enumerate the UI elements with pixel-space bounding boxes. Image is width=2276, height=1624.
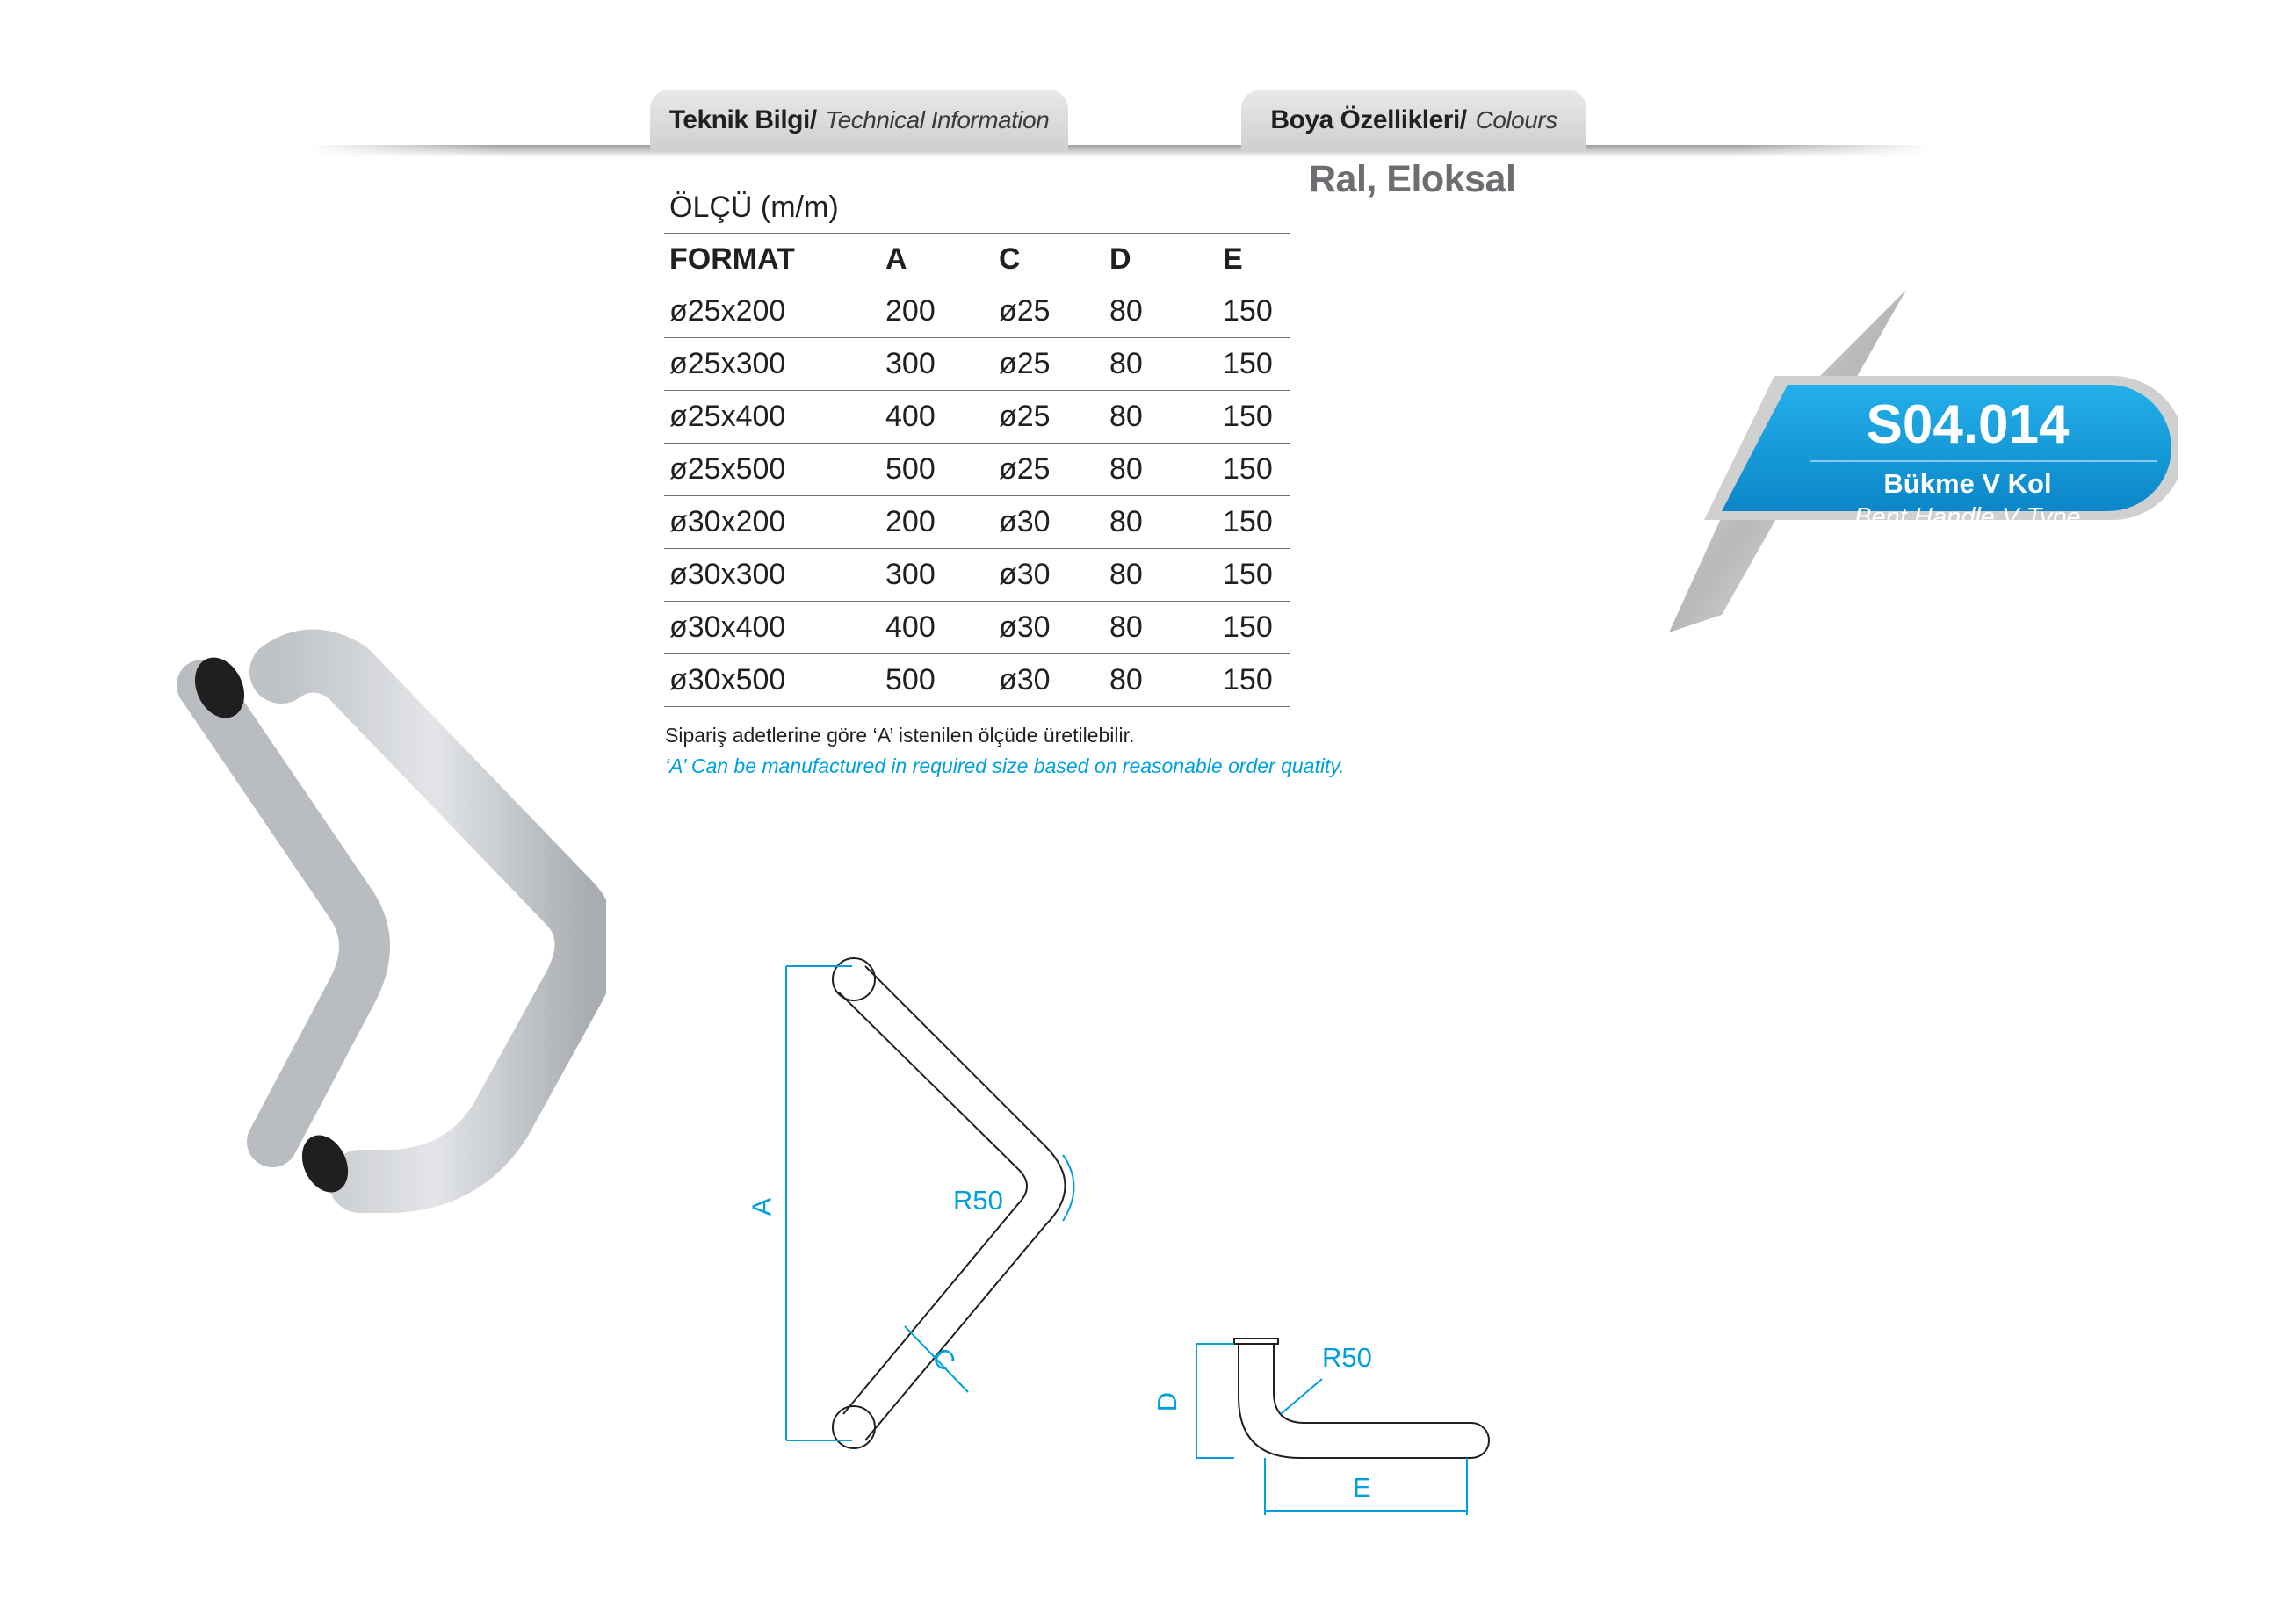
table-cell: 200 <box>880 285 993 338</box>
table-cell: ø25 <box>993 391 1104 444</box>
header-rule <box>307 145 1933 157</box>
table-cell: 150 <box>1217 391 1290 444</box>
table-cell: ø25x300 <box>664 338 880 391</box>
tab-technical-tr: Teknik Bilgi/ <box>668 105 817 134</box>
column-header: D <box>1104 234 1217 285</box>
table-cell: 80 <box>1104 602 1217 654</box>
product-name-tr: Bükme V Kol <box>1883 468 2052 499</box>
table-cell: 80 <box>1104 549 1217 602</box>
table-cell: ø25 <box>993 285 1104 338</box>
order-note-en: ‘A’ Can be manufactured in required size based on reasonable order quatity. <box>665 754 1345 777</box>
table-row <box>664 654 1290 707</box>
table-cell: 80 <box>1104 391 1217 444</box>
column-header: A <box>880 234 993 285</box>
table-cell: ø30 <box>993 549 1104 602</box>
table-header-row <box>664 234 1290 285</box>
table-cell: 400 <box>880 391 993 444</box>
product-code: S04.014 <box>1866 394 2070 455</box>
tab-colours-tr: Boya Özellikleri/ <box>1270 105 1467 134</box>
table-row <box>664 496 1290 549</box>
tab-technical-en: Technical Information <box>825 106 1050 134</box>
product-name-en: Bent Handle V Type <box>1854 503 2081 531</box>
table-caption: ÖLÇÜ (m/m) <box>669 191 839 224</box>
table-cell: 300 <box>880 549 993 602</box>
tube-end-top <box>833 958 875 1000</box>
table-cell: 400 <box>880 602 993 654</box>
table-cell: ø30 <box>993 602 1104 654</box>
dim-d-label: D <box>1152 1391 1183 1412</box>
column-header: E <box>1217 234 1290 285</box>
table-cell: 150 <box>1217 444 1290 496</box>
tab-colours-en: Colours <box>1475 106 1557 134</box>
dim-c-label: C <box>926 1341 962 1377</box>
table-cell: 500 <box>880 444 993 496</box>
table-cell: 80 <box>1104 338 1217 391</box>
table-cell: 200 <box>880 496 993 549</box>
side-tube-end <box>1471 1423 1489 1458</box>
table-cell: 150 <box>1217 549 1290 602</box>
table-row <box>664 391 1290 444</box>
table-cell: 80 <box>1104 496 1217 549</box>
table-cell: 500 <box>880 654 993 707</box>
table-cell: ø25 <box>993 338 1104 391</box>
product-photo <box>149 615 606 1247</box>
dim-r50-label-side: R50 <box>1322 1342 1372 1373</box>
column-header: C <box>993 234 1104 285</box>
order-note-tr: Sipariş adetlerine göre ‘A’ istenilen ölçüde üretilebilir. <box>665 724 1135 747</box>
table-cell: 80 <box>1104 654 1217 707</box>
table-cell: ø25x500 <box>664 444 880 496</box>
table-row <box>664 602 1290 654</box>
table-cell: ø30x300 <box>664 549 880 602</box>
table-cell: 80 <box>1104 285 1217 338</box>
table-cell: 150 <box>1217 285 1290 338</box>
dim-e-label: E <box>1353 1472 1371 1503</box>
table-cell: 300 <box>880 338 993 391</box>
table-cell: ø25x400 <box>664 391 880 444</box>
tube-end-bottom <box>833 1406 875 1448</box>
table-cell: 80 <box>1104 444 1217 496</box>
table-cell: ø30x500 <box>664 654 880 707</box>
table-row <box>664 338 1290 391</box>
table-row <box>664 549 1290 602</box>
table-cell: 150 <box>1217 338 1290 391</box>
handle-front-rail <box>281 661 587 1182</box>
tab-technical-information <box>650 90 1068 151</box>
table-cell: ø25x200 <box>664 285 880 338</box>
table-cell: ø25 <box>993 444 1104 496</box>
side-mount-plate <box>1234 1339 1278 1344</box>
spec-table <box>664 233 1290 707</box>
table-row <box>664 285 1290 338</box>
side-tube-inner <box>1274 1344 1471 1423</box>
table-cell: ø30x400 <box>664 602 880 654</box>
dim-r50-label-front: R50 <box>953 1185 1003 1216</box>
dim-a-label: A <box>746 1197 777 1216</box>
table-cell: ø30 <box>993 654 1104 707</box>
table-cell: ø30 <box>993 496 1104 549</box>
table-cell: 150 <box>1217 602 1290 654</box>
handle-back-rail <box>202 685 365 1142</box>
dim-r50-leader <box>1281 1379 1322 1414</box>
table-row <box>664 444 1290 496</box>
front-view-drawing <box>738 931 1107 1476</box>
tab-colours <box>1241 90 1586 151</box>
table-cell: ø30x200 <box>664 496 880 549</box>
colours-value: Ral, Eloksal <box>1309 158 1516 200</box>
table-cell: 150 <box>1217 496 1290 549</box>
product-badge <box>1669 290 2178 641</box>
column-header: FORMAT <box>664 234 880 285</box>
table-cell: 150 <box>1217 654 1290 707</box>
